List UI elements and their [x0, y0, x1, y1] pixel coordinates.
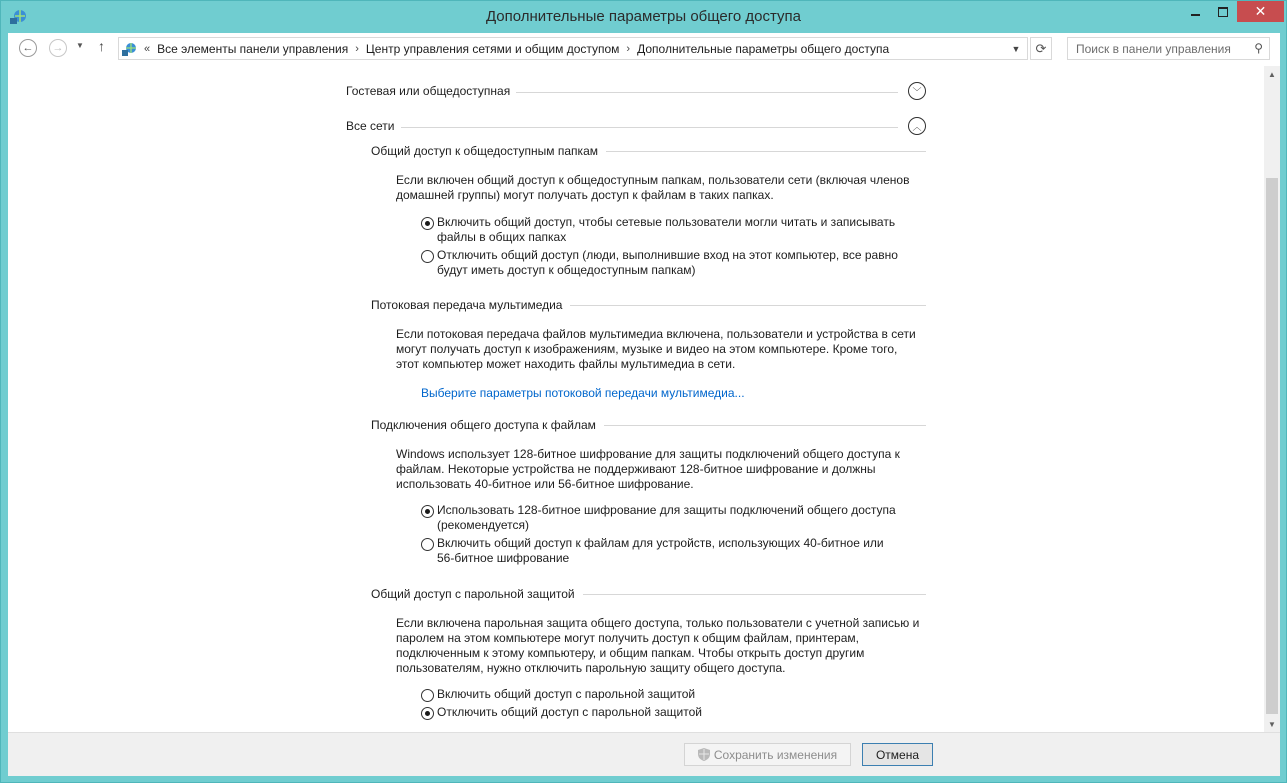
file-sharing-title: Подключения общего доступа к файлам: [371, 418, 604, 432]
scroll-down-icon[interactable]: ▼: [1268, 719, 1276, 729]
arrow-right-icon: →: [52, 42, 64, 54]
radio-40-56bit-encryption[interactable]: [421, 536, 921, 566]
search-box[interactable]: [1067, 37, 1270, 60]
radio-button[interactable]: [421, 505, 434, 518]
desc-line: подключенным к этому компьютеру, и общим папкам. Чтобы открыть доступ другим: [396, 646, 865, 660]
desc-line: файлам. Некоторые устройства не поддерживают 128-битное шифрование и должны: [396, 462, 876, 476]
file-sharing-heading: [371, 418, 926, 434]
radio-label: Отключить общий доступ с парольной защитой: [437, 705, 702, 719]
collapse-chevron-icon[interactable]: ︿: [908, 117, 926, 135]
media-streaming-heading: [371, 298, 926, 314]
desc-line: паролем на этом компьютере могут получить доступ к общим файлам, принтерам,: [396, 631, 859, 645]
recent-locations-button[interactable]: [76, 41, 84, 50]
window-title: Дополнительные параметры общего доступа: [485, 8, 802, 25]
desc-line: использовать 40-битное или 56-битное шифрование.: [396, 477, 694, 491]
footer-bar: [8, 732, 1280, 776]
title-bar[interactable]: [1, 1, 1286, 33]
scroll-up-icon[interactable]: ▲: [1268, 69, 1276, 79]
close-button[interactable]: [1237, 1, 1284, 22]
public-folders-heading: [371, 144, 926, 160]
address-bar[interactable]: [118, 37, 1028, 60]
media-streaming-options-link[interactable]: Выберите параметры потоковой передачи мультимедиа...: [421, 386, 745, 400]
refresh-icon: ⟳: [1035, 40, 1047, 56]
radio-enable-password-sharing[interactable]: [421, 687, 921, 702]
radio-label: Включить общий доступ с парольной защитой: [437, 687, 696, 701]
section-all-networks[interactable]: [346, 117, 926, 137]
divider: [346, 127, 898, 128]
radio-button[interactable]: [421, 689, 434, 702]
radio-128bit-encryption[interactable]: [421, 503, 921, 533]
radio-button[interactable]: [421, 538, 434, 551]
settings-content: [8, 66, 1264, 732]
save-changes-button[interactable]: [684, 743, 851, 766]
radio-label: Включить общий доступ к файлам для устройств, использующих 40-битное или 56-битное шифрование: [437, 536, 884, 565]
breadcrumb-network-center[interactable]: Центр управления сетями и общим доступом: [365, 41, 620, 56]
desc-line: Если включен общий доступ к общедоступным папкам, пользователи сети (включая членов: [396, 173, 910, 187]
desc-line: Если потоковая передача файлов мультимедиа включена, пользователи и устройства в сети: [396, 327, 916, 341]
section-guest-label: Гостевая или общедоступная: [346, 84, 516, 98]
section-guest[interactable]: [346, 82, 926, 102]
desc-line: могут получать доступ к изображениям, музыке и видео на этом компьютере. Кроме того,: [396, 342, 898, 356]
forward-button[interactable]: [49, 39, 67, 57]
breadcrumb-overflow[interactable]: «: [144, 42, 151, 55]
public-folders-title: Общий доступ к общедоступным папкам: [371, 144, 606, 158]
back-button[interactable]: [19, 39, 37, 57]
radio-disable-public-sharing[interactable]: [421, 248, 921, 278]
refresh-button[interactable]: [1030, 37, 1052, 60]
radio-disable-password-sharing[interactable]: [421, 705, 921, 720]
public-folders-description: [396, 173, 926, 203]
uac-shield-icon: [698, 748, 710, 761]
search-icon[interactable]: ⚲: [1254, 41, 1263, 55]
minimize-button[interactable]: [1181, 1, 1209, 22]
cancel-button[interactable]: Отмена: [862, 743, 933, 766]
control-panel-icon: [121, 41, 137, 57]
maximize-icon: [1218, 7, 1228, 17]
radio-label: Использовать 128-битное шифрование для защиты подключений общего доступа (рекомендуется): [437, 503, 896, 532]
search-input[interactable]: [1074, 41, 1248, 57]
radio-label: Отключить общий доступ (люди, выполнившие вход на этот компьютер, все равно будут иметь доступ к общедоступным папкам): [437, 248, 898, 277]
arrow-left-icon: ←: [22, 42, 34, 54]
breadcrumb-control-panel[interactable]: Все элементы панели управления: [157, 41, 349, 56]
file-sharing-description: [396, 447, 926, 492]
chevron-down-icon: ▼: [1011, 43, 1021, 54]
password-sharing-heading: [371, 587, 926, 603]
desc-line: Если включена парольная защита общего доступа, только пользователи с учетной записью и: [396, 616, 920, 630]
maximize-button[interactable]: [1209, 1, 1237, 22]
radio-button[interactable]: [421, 707, 434, 720]
desc-line: пользователям, нужно отключить парольную защиту общего доступа.: [396, 661, 786, 675]
desc-line: домашней группы) могут получать доступ к файлам в таких папках.: [396, 188, 774, 202]
radio-enable-public-sharing[interactable]: [421, 215, 921, 245]
chevron-down-icon: ▼: [76, 41, 84, 50]
navigation-bar: [8, 33, 1280, 66]
scrollbar-thumb[interactable]: [1266, 178, 1278, 714]
desc-line: Windows использует 128-битное шифрование для защиты подключений общего доступа к: [396, 447, 900, 461]
media-streaming-title: Потоковая передача мультимедиа: [371, 298, 570, 312]
expand-chevron-icon[interactable]: ﹀: [908, 82, 926, 100]
radio-button[interactable]: [421, 250, 434, 263]
media-streaming-description: [396, 327, 926, 372]
save-changes-label: Сохранить изменения: [713, 747, 838, 762]
radio-label: Включить общий доступ, чтобы сетевые пользователи могли читать и записывать файлы в общих папках: [437, 215, 896, 244]
breadcrumb-advanced-sharing[interactable]: Дополнительные параметры общего доступа: [637, 41, 890, 56]
close-icon: ✕: [1254, 3, 1267, 19]
breadcrumb-separator[interactable]: ›: [355, 42, 359, 55]
minimize-icon: [1191, 14, 1200, 16]
vertical-scrollbar[interactable]: [1264, 66, 1280, 732]
password-sharing-title: Общий доступ с парольной защитой: [371, 587, 583, 601]
password-sharing-description: [396, 616, 926, 676]
address-dropdown-button[interactable]: [1005, 38, 1027, 59]
up-button[interactable]: [98, 38, 105, 54]
radio-button[interactable]: [421, 217, 434, 230]
arrow-up-icon: ↑: [98, 38, 105, 54]
breadcrumb-separator[interactable]: ›: [626, 42, 631, 55]
section-all-networks-label: Все сети: [346, 119, 401, 133]
desc-line: этот компьютер может находить файлы мультимедиа в сети.: [396, 357, 736, 371]
